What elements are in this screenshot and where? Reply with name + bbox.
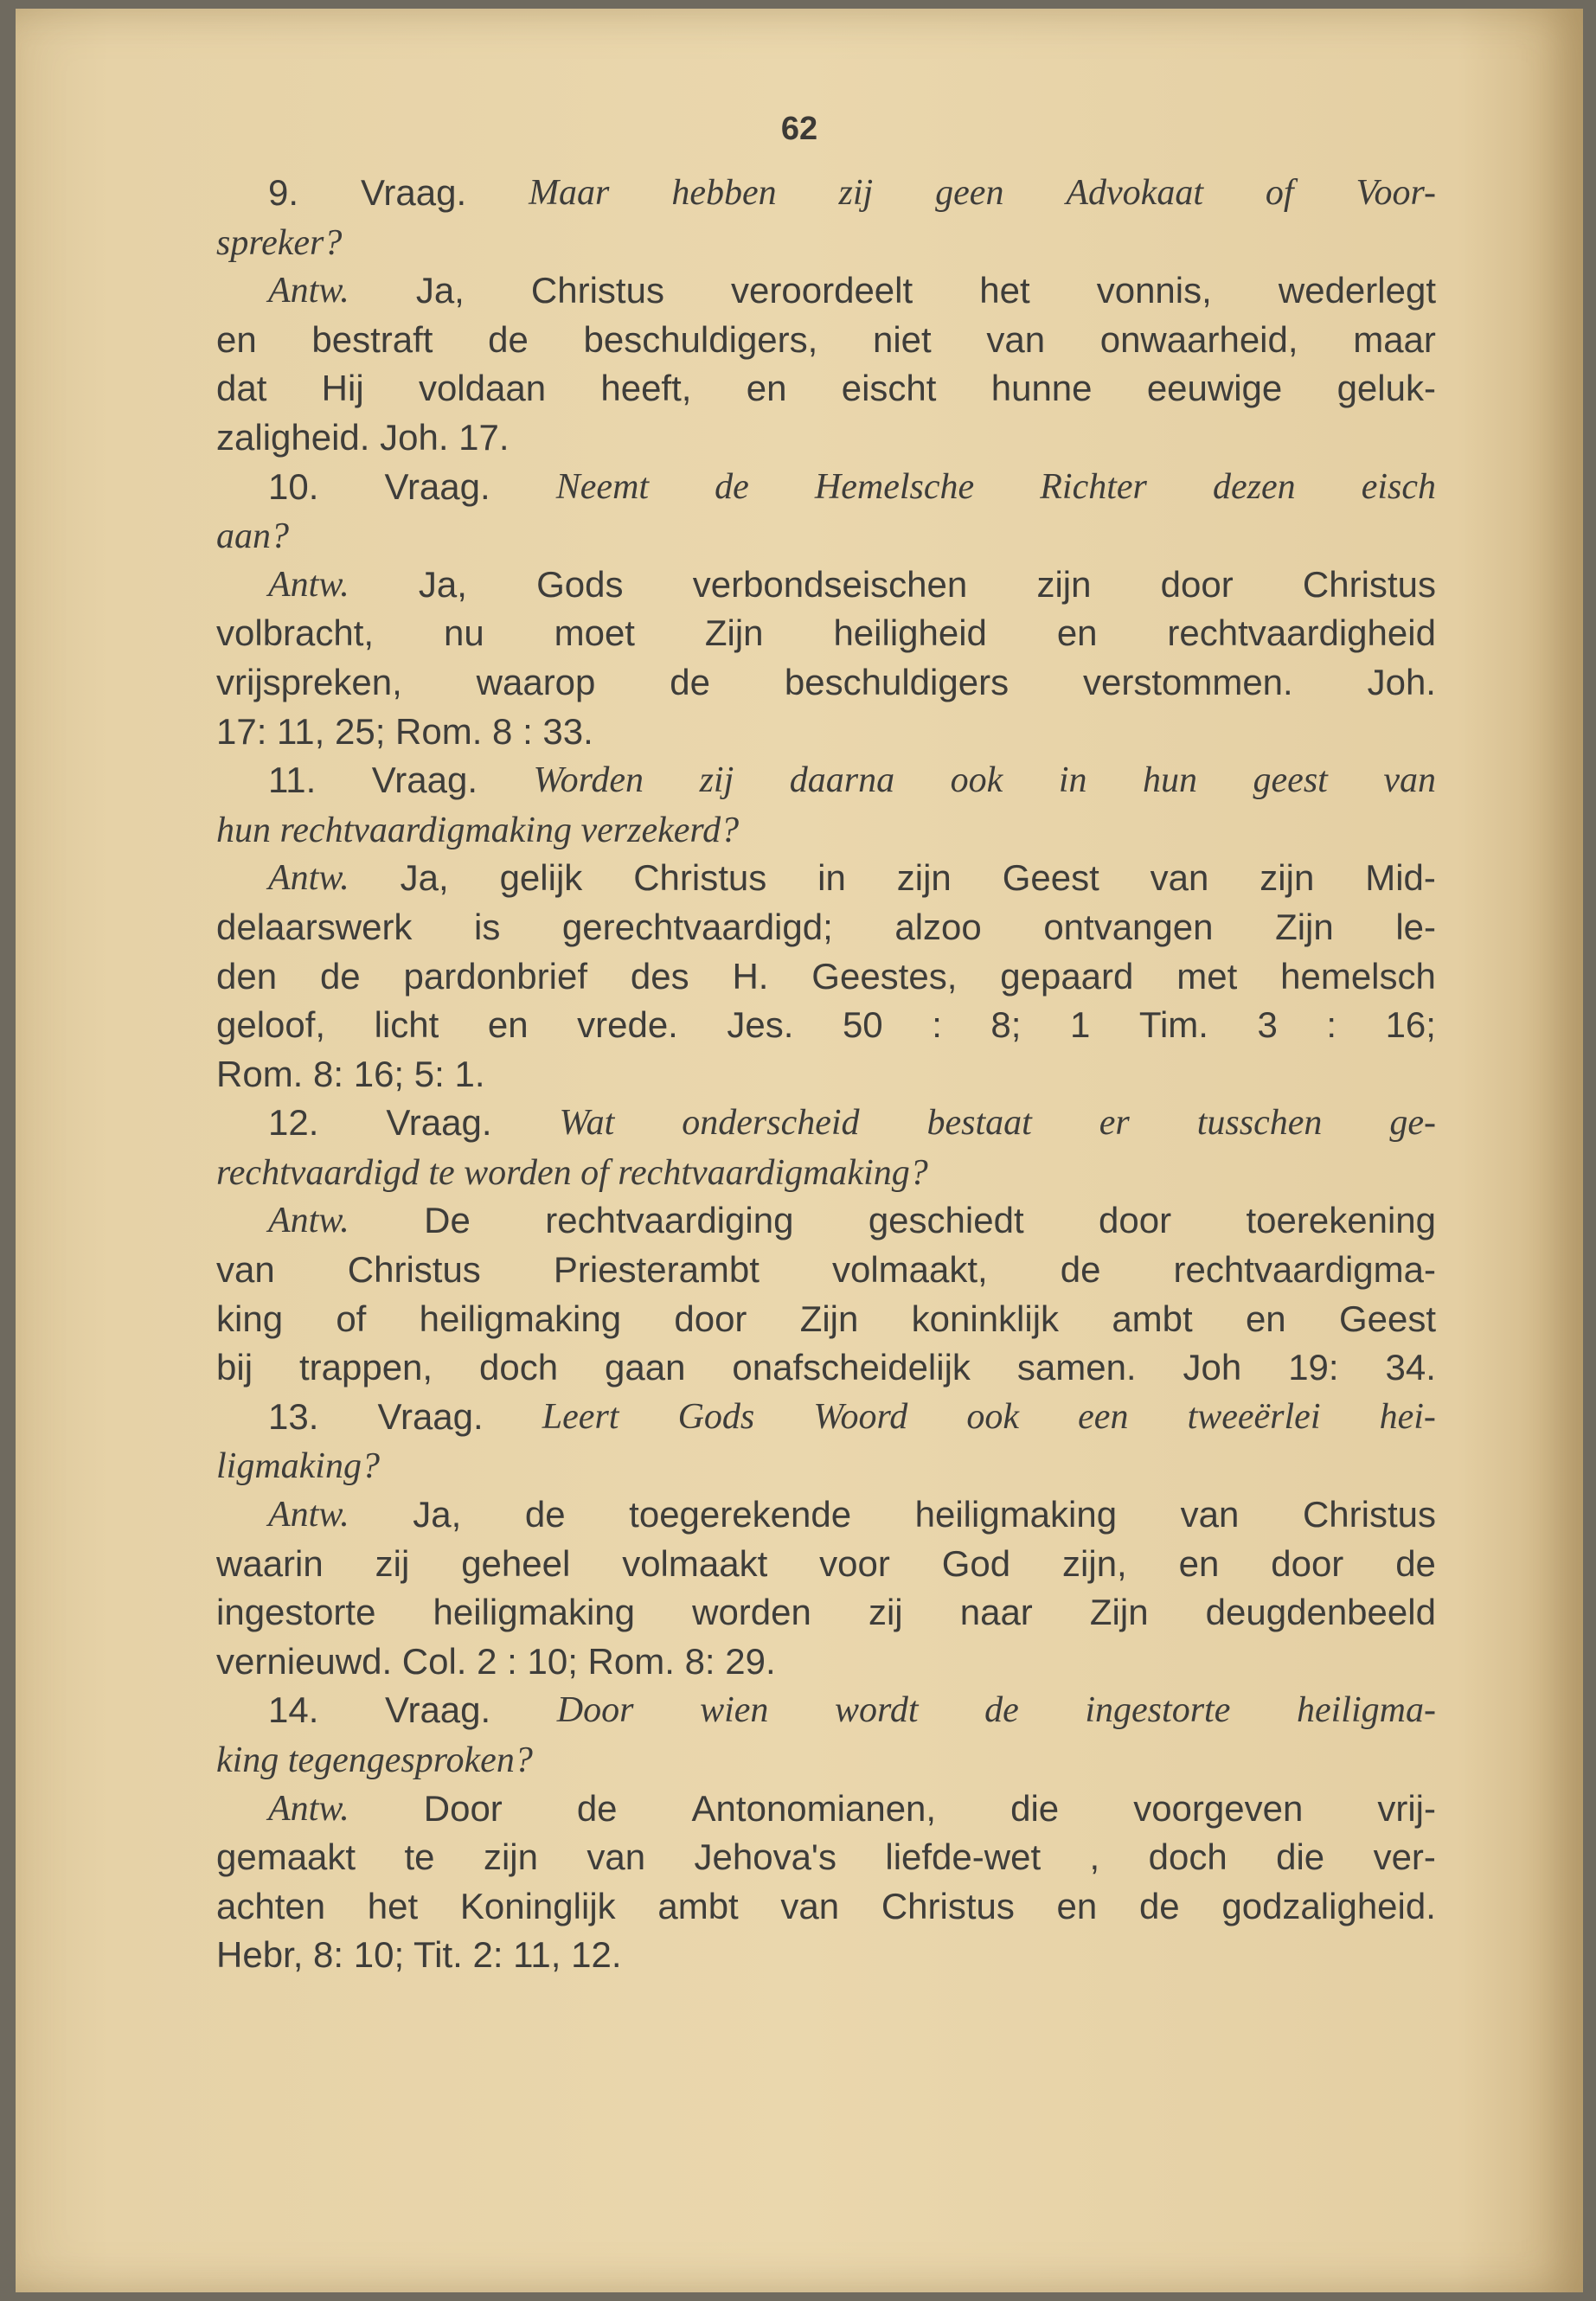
text-run: het — [367, 1885, 419, 1926]
text-run: achten — [216, 1885, 326, 1926]
italic-text: heiligma- — [1296, 1690, 1436, 1731]
text-run: veroordeelt — [731, 270, 913, 311]
text-run: de — [319, 955, 361, 997]
italic-text: Wat — [559, 1103, 615, 1144]
text-run: van — [1150, 857, 1209, 899]
text-line — [216, 1001, 1436, 1050]
text-line — [216, 1735, 1436, 1785]
text-run: Zijn — [704, 612, 764, 654]
text-run: en — [1056, 1885, 1098, 1926]
italic-text: Woord — [813, 1396, 908, 1437]
text-run: gerechtvaardigd; — [561, 906, 833, 947]
text-run: heeft, — [600, 368, 692, 409]
text-run: H. — [732, 955, 769, 997]
text-run: beschuldigers, — [583, 318, 818, 360]
italic-text: wien — [700, 1690, 769, 1731]
text-line — [216, 1686, 1436, 1735]
text-run: 11. — [268, 760, 317, 801]
text-line — [216, 805, 1436, 855]
text-run: van — [586, 1836, 646, 1878]
text-run: gelijk — [499, 857, 583, 899]
text-run: Joh — [1183, 1347, 1242, 1388]
text-run: onafscheidelijk — [732, 1347, 971, 1388]
text-run: heiligmaking — [433, 1592, 636, 1633]
text-run: Ja, — [413, 1494, 462, 1535]
text-line — [216, 1540, 1436, 1589]
text-line — [216, 708, 1436, 757]
italic-text: Antw. — [268, 1788, 349, 1829]
text-run: Hij — [321, 368, 364, 409]
text-line — [216, 463, 1436, 512]
text-line — [216, 511, 1436, 561]
text-run: 12. — [268, 1102, 319, 1144]
text-run: zij — [375, 1542, 410, 1584]
text-run: 50 — [842, 1004, 883, 1046]
text-run: hunne — [990, 368, 1093, 409]
text-run: ambt — [657, 1885, 739, 1926]
italic-text: de — [715, 466, 749, 507]
text-run: en — [1178, 1542, 1220, 1584]
text-run: en — [1245, 1298, 1286, 1339]
italic-text: king tegengesproken? — [216, 1740, 533, 1780]
text-run: van — [1180, 1494, 1240, 1535]
text-run: is — [474, 906, 501, 947]
text-run: Geest — [1338, 1298, 1436, 1339]
text-run: deugdenbeeld — [1205, 1592, 1436, 1633]
text-run: door — [1099, 1200, 1172, 1241]
text-run: die — [1010, 1787, 1060, 1829]
italic-text: Hemelsche — [814, 466, 975, 507]
text-run: van — [780, 1885, 840, 1926]
text-line — [216, 854, 1436, 903]
text-line — [216, 1099, 1436, 1148]
text-run: naar — [959, 1592, 1033, 1633]
text-line — [216, 413, 1436, 463]
italic-text: Antw. — [268, 271, 349, 311]
text-run: die — [1276, 1836, 1325, 1878]
text-run: zij — [868, 1592, 903, 1633]
text-run: de — [1138, 1885, 1180, 1926]
text-run: Ja, — [418, 563, 467, 605]
text-line — [216, 1246, 1436, 1295]
text-run: , — [1089, 1836, 1100, 1878]
text-run: door — [674, 1298, 747, 1339]
text-run: Christus — [1302, 563, 1436, 605]
text-line — [216, 316, 1436, 365]
text-run: verbondseischen — [692, 563, 968, 605]
italic-text: rechtvaardigd te worden of rechtvaardigmaking? — [216, 1152, 928, 1193]
text-run: vernieuwd. Col. 2 : 10; Rom. 8: 29. — [216, 1640, 776, 1682]
text-run: het — [979, 270, 1030, 311]
text-run: ambt — [1112, 1298, 1193, 1339]
text-run: en — [487, 1004, 529, 1046]
italic-text: geest — [1253, 760, 1328, 801]
italic-text: Door — [556, 1690, 634, 1731]
text-run: van — [986, 318, 1046, 360]
italic-text: wordt — [835, 1690, 919, 1731]
text-run: 10. — [268, 465, 319, 507]
text-run: Vraag. — [371, 760, 478, 801]
italic-text: Advokaat — [1066, 173, 1203, 213]
text-run: Vraag. — [386, 1102, 492, 1144]
text-run: zijn, — [1062, 1542, 1127, 1584]
text-run: 3 — [1257, 1004, 1278, 1046]
text-run: Ja, — [415, 270, 465, 311]
text-run: rechtvaardiging — [545, 1200, 794, 1241]
text-run: 16; — [1385, 1004, 1436, 1046]
text-run: Gods — [536, 563, 624, 605]
italic-text: spreker? — [216, 222, 343, 263]
text-run: delaarswerk — [216, 906, 413, 947]
text-run: Mid- — [1365, 857, 1436, 899]
text-run: en — [1056, 612, 1098, 654]
text-run: Geest — [1002, 857, 1099, 899]
text-line — [216, 1196, 1436, 1246]
text-run: 34. — [1385, 1347, 1436, 1388]
text-run: door — [1160, 563, 1234, 605]
text-line — [216, 658, 1436, 708]
text-run: worden — [692, 1592, 811, 1633]
italic-text: de — [984, 1690, 1019, 1731]
text-run: doch — [479, 1347, 559, 1388]
italic-text: Neemt — [555, 466, 650, 507]
text-run: geloof, — [216, 1004, 326, 1046]
text-run: volbracht, — [216, 612, 375, 654]
text-run: volmaakt — [622, 1542, 768, 1584]
text-run: king — [216, 1298, 284, 1339]
text-line — [216, 1588, 1436, 1638]
italic-text: zij — [699, 760, 734, 801]
text-run: De — [424, 1200, 471, 1241]
text-run: hemelsch — [1280, 955, 1436, 997]
text-run: de — [1060, 1249, 1101, 1291]
text-run: geheel — [461, 1542, 571, 1584]
text-line — [216, 1490, 1436, 1540]
book-page — [16, 9, 1583, 2292]
text-run: vrede. — [577, 1004, 678, 1046]
text-line — [216, 1441, 1436, 1490]
italic-text: geen — [935, 173, 1004, 213]
text-run: Zijn — [1275, 906, 1334, 947]
text-line — [216, 1931, 1436, 1980]
text-run: geluk- — [1336, 368, 1436, 409]
italic-text: Maar — [529, 173, 610, 213]
italic-text: dezen — [1212, 466, 1296, 507]
text-run: verstommen. — [1082, 661, 1293, 702]
italic-text: een — [1078, 1396, 1129, 1437]
text-run: 14. — [268, 1689, 319, 1731]
text-run: 1 — [1069, 1004, 1091, 1046]
text-run: : — [932, 1004, 942, 1046]
text-run: wederlegt — [1278, 270, 1436, 311]
text-run: toegerekende — [629, 1494, 852, 1535]
text-run: Christus — [633, 857, 767, 899]
text-run: heiligheid — [833, 612, 987, 654]
text-run: rechtvaardigma- — [1173, 1249, 1436, 1291]
italic-text: eisch — [1361, 466, 1436, 507]
text-run: ingestorte — [216, 1592, 376, 1633]
italic-text: Antw. — [268, 564, 349, 605]
text-run: voorgeven — [1133, 1787, 1304, 1829]
italic-text: in — [1058, 760, 1087, 801]
text-run: samen. — [1016, 1347, 1137, 1388]
text-run: ontvangen — [1043, 906, 1214, 947]
text-run: Vraag. — [360, 172, 467, 213]
italic-text: bestaat — [926, 1103, 1032, 1144]
italic-text: Antw. — [268, 858, 349, 899]
text-run: niet — [872, 318, 932, 360]
italic-text: ingestorte — [1085, 1690, 1231, 1731]
italic-text: aan? — [216, 516, 289, 557]
italic-text: hun — [1143, 760, 1198, 801]
italic-text: van — [1383, 760, 1436, 801]
text-run: Christus — [530, 270, 664, 311]
text-run: gepaard — [1000, 955, 1134, 997]
text-run: of — [336, 1298, 367, 1339]
text-line — [216, 266, 1436, 316]
italic-text: Leert — [542, 1396, 619, 1437]
italic-text: hei- — [1379, 1396, 1436, 1437]
text-run: zaligheid. Joh. 17. — [216, 416, 510, 458]
text-line — [216, 169, 1436, 218]
text-run: vrijspreken, — [216, 661, 402, 702]
text-line — [216, 756, 1436, 805]
text-run: alzoo — [894, 906, 982, 947]
text-run: Zijn — [799, 1298, 859, 1339]
text-run: in — [817, 857, 846, 899]
text-run: de — [576, 1787, 618, 1829]
text-run: voor — [819, 1542, 890, 1584]
text-run: koninklijk — [911, 1298, 1060, 1339]
text-line — [216, 1393, 1436, 1442]
text-run: Door — [423, 1787, 503, 1829]
text-line — [216, 609, 1436, 658]
text-run: 13. — [268, 1395, 319, 1437]
text-run: le- — [1395, 906, 1436, 947]
italic-text: daarna — [789, 760, 895, 801]
italic-text: Gods — [677, 1396, 755, 1437]
text-run: Antonomianen, — [691, 1787, 937, 1829]
text-run: de — [488, 318, 529, 360]
text-run: heiligmaking — [914, 1494, 1118, 1535]
text-run: toerekening — [1246, 1200, 1436, 1241]
text-run: te — [404, 1836, 435, 1878]
text-run: Tim. — [1138, 1004, 1208, 1046]
text-line — [216, 1882, 1436, 1932]
italic-text: er — [1099, 1103, 1130, 1144]
text-run: en — [216, 318, 257, 360]
text-run: nu — [443, 612, 484, 654]
page-number: 62 — [780, 111, 818, 147]
text-run: rechtvaardigheid — [1167, 612, 1436, 654]
italic-text: ook — [950, 760, 1003, 801]
text-run: gaan — [605, 1347, 686, 1388]
text-line — [216, 952, 1436, 1002]
text-run: met — [1176, 955, 1238, 997]
text-run: beschuldigers — [784, 661, 1010, 702]
text-line — [216, 364, 1436, 413]
text-line — [216, 1833, 1436, 1882]
text-line — [216, 561, 1436, 610]
text-run: de — [670, 661, 711, 702]
text-run: doch — [1148, 1836, 1227, 1878]
text-run: Koninglijk — [459, 1885, 616, 1926]
text-run: bestraft — [311, 318, 433, 360]
italic-text: Worden — [533, 760, 644, 801]
text-run: Ja, — [400, 857, 449, 899]
italic-text: onderscheid — [682, 1103, 860, 1144]
italic-text: hun rechtvaardigmaking verzekerd? — [216, 810, 740, 850]
text-run: Jehova's — [694, 1836, 836, 1878]
italic-text: hebben — [671, 173, 777, 213]
text-run: Joh. — [1367, 661, 1436, 702]
text-run: God — [941, 1542, 1011, 1584]
italic-text: ook — [966, 1396, 1020, 1437]
text-run: onwaarheid, — [1099, 318, 1298, 360]
text-run: eeuwige — [1146, 368, 1283, 409]
italic-text: Antw. — [268, 1201, 349, 1241]
text-run: Jes. — [727, 1004, 794, 1046]
text-run: gemaakt — [216, 1836, 356, 1878]
text-run: liefde-wet — [885, 1836, 1042, 1878]
text-run: zijn — [483, 1836, 538, 1878]
text-run: zijn — [1259, 857, 1315, 899]
text-line — [216, 1638, 1436, 1687]
text-run: Vraag. — [385, 1689, 491, 1731]
text-run: moet — [554, 612, 635, 654]
text-run: dat — [216, 368, 267, 409]
text-line — [216, 1343, 1436, 1393]
text-run: den — [216, 955, 278, 997]
text-run: trappen, — [298, 1347, 433, 1388]
text-line — [216, 218, 1436, 267]
text-run: Hebr, 8: 10; Tit. 2: 11, 12. — [216, 1934, 622, 1976]
text-run: pardonbrief — [403, 955, 587, 997]
text-run: Vraag. — [377, 1395, 484, 1437]
italic-text: tweeërlei — [1187, 1396, 1321, 1437]
text-run: zijn — [896, 857, 952, 899]
text-run: Vraag. — [384, 465, 490, 507]
text-run: 19: — [1288, 1347, 1339, 1388]
text-run: eischt — [841, 368, 937, 409]
italic-text: Voor- — [1356, 173, 1436, 213]
italic-text: ge- — [1389, 1103, 1436, 1144]
text-run: ver- — [1373, 1836, 1436, 1878]
text-run: de — [1395, 1542, 1436, 1584]
text-run: : — [1326, 1004, 1337, 1046]
text-run: Priesterambt — [553, 1249, 760, 1291]
italic-text: Antw. — [268, 1495, 349, 1535]
text-run: Geestes, — [811, 955, 958, 997]
text-line — [216, 1295, 1436, 1344]
text-run: Christus — [1302, 1494, 1436, 1535]
italic-text: Richter — [1040, 466, 1147, 507]
text-run: Rom. 8: 16; 5: 1. — [216, 1053, 485, 1094]
text-run: des — [630, 955, 689, 997]
text-run: Christus — [881, 1885, 1015, 1926]
text-line — [216, 1148, 1436, 1197]
text-run: 9. — [268, 172, 299, 213]
text-run: door — [1271, 1542, 1344, 1584]
text-run: en — [746, 368, 787, 409]
text-run: heiligmaking — [419, 1298, 622, 1339]
italic-text: tusschen — [1196, 1103, 1323, 1144]
text-run: 17: 11, 25; Rom. 8 : 33. — [216, 710, 593, 752]
text-run: de — [524, 1494, 566, 1535]
text-run: vonnis, — [1096, 270, 1212, 311]
italic-text: of — [1265, 173, 1294, 213]
text-run: Zijn — [1089, 1592, 1149, 1633]
text-line — [216, 903, 1436, 952]
text-run: maar — [1353, 318, 1436, 360]
text-run: waarop — [476, 661, 596, 702]
text-run: godzaligheid. — [1221, 1885, 1436, 1926]
text-run: volmaakt, — [831, 1249, 988, 1291]
italic-text: zij — [838, 173, 874, 213]
text-line — [216, 1785, 1436, 1834]
text-run: vrij- — [1377, 1787, 1436, 1829]
text-run: geschiedt — [868, 1200, 1024, 1241]
text-line — [216, 1050, 1436, 1099]
text-run: zijn — [1036, 563, 1092, 605]
page-text — [216, 169, 1436, 1980]
text-run: van — [216, 1249, 275, 1291]
text-run: bij — [216, 1347, 253, 1388]
text-run: licht — [374, 1004, 439, 1046]
text-run: 8; — [990, 1004, 1022, 1046]
text-run: Christus — [347, 1249, 481, 1291]
text-run: voldaan — [418, 368, 547, 409]
italic-text: ligmaking? — [216, 1446, 380, 1487]
text-run: waarin — [216, 1542, 324, 1584]
